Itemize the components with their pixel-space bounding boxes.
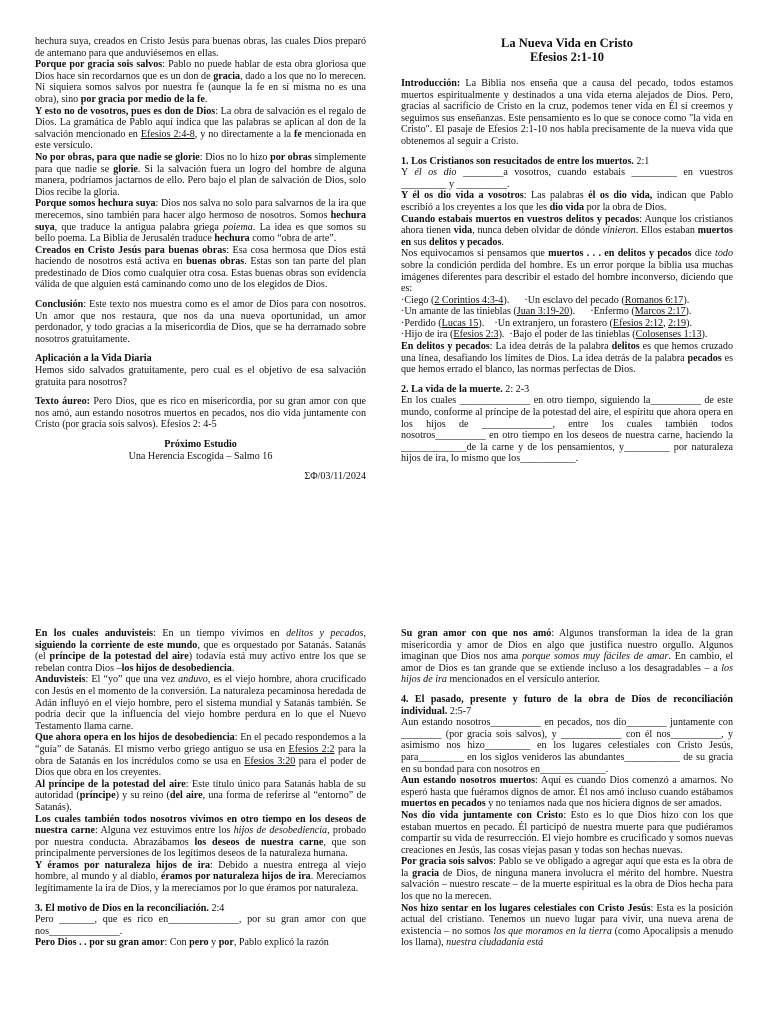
scripture-link[interactable]: Efesios 2:2: [288, 743, 335, 755]
fill-in-blank: En los cuales ______________ en otro tiempo, siguiendo la__________ de este mundo, conforme al príncipe de la potestad del aire, el espíritu que ahora opera en los hijos de ______________, entre los cuales también todos nosotros__________ en otro tiempo en los deseos de nuestra carne, haciendo la _____________de la carne y de los pensamientos, y_________ por naturaleza hijos de ira, lo mismo que los___________.: [401, 395, 733, 465]
paragraph: Y éramos por naturaleza hijos de ira: Debido a nuestra entrega al viejo hombre, al mundo y al diablo, éramos por naturaleza hijos de ira. Merecíamos legítimamente la ira de Dios, y la merecíamos por lo que éramos por naturaleza.: [35, 859, 366, 895]
fill-in-blank: Aun estando nosotros__________ en pecados, nos dio________ juntamente con ________ (por gracia sois salvos), y ____________ con él nos__________, y asimismo nos hizo_________ en los lugares celestiales con Cristo Jesús, para_________ en los siglos venideros las abundantes___________ de su gracia en su bondad para con nosotros en_____________.: [401, 717, 733, 775]
paragraph: Que ahora opera en los hijos de desobediencia: En el pecado respondemos a la “guía” de Satanás. El mismo verbo griego antiguo se usa en Efesios 2:2 para la obra de Satanás en los incrédulos como se usa en Efesios 3:20 para el poder de Dios que obra en los creyentes.: [35, 732, 366, 779]
scripture-link[interactable]: Romanos 6:17: [624, 294, 684, 306]
bottom-left-column: [35, 628, 366, 1024]
page-subtitle: Efesios 2:1-10: [530, 50, 604, 64]
scripture-link[interactable]: Lucas 15: [441, 317, 479, 329]
paragraph: Nos equivocamos si pensamos que muertos . . . en delitos y pecados dice todo sobre la condición perdida del hombre. Es un error porque la biblia usa muchas imágenes diferentes para describir el estado del hombre inconverso, diciendo que es:: [401, 248, 733, 295]
list-item: ·Hijo de ira (Efesios 2:3). ·Bajo el poder de las tinieblas (Colosenses 1:13).: [401, 329, 708, 341]
signature-date: ΣΦ/03/11/2024: [304, 471, 366, 483]
paragraph: Creados en Cristo Jesús para buenas obras: Esa cosa hermosa que Dios está haciendo de nosotros está activa en buenas obras. Estas son tan parte del plan predestinado de Dios como cualquier otra cosa. Estas buenas obras son evidencia válida de que alguien está caminando como uno de los elegidos de Dios.: [35, 244, 366, 291]
scripture-link[interactable]: Efesios 2:12: [612, 317, 664, 329]
next-study-title: Próximo Estudio: [164, 439, 237, 450]
condition-list: [401, 295, 733, 341]
scripture-link[interactable]: Juan 3:19-20: [516, 306, 570, 318]
list-item: ·Ciego (2 Corintios 4:3-4). ·Un esclavo del pecado (Romanos 6:17).: [401, 294, 690, 306]
paragraph: Porque somos hechura suya: Dios nos salva no solo para salvarnos de la ira que merecemos, sino también para hacer algo hermoso de nosotros. Somos hechura suya, que traduce la antigua palabra griega poiema. La idea es que somos su bello poema. La Biblia de Jerusalén traduce hechura como “obra de arte”.: [35, 198, 366, 245]
paragraph: Y él os dio vida a vosotros: Las palabras él os dio vida, indican que Pablo escribió a los creyentes a los que les dio vida por la obra de Dios.: [401, 190, 733, 213]
bottom-right-column: [401, 628, 733, 1024]
fill-in-blank: Pero _______, que es rico en______________, por su gran amor con que nos______________.: [35, 914, 366, 937]
scripture-link[interactable]: 2:19: [668, 317, 687, 329]
section-heading: 3. El motivo de Dios en la reconciliación. 2:4: [35, 902, 225, 914]
paragraph: Nos hizo sentar en los lugares celestiales con Cristo Jesús: Esta es la posición actual del cristiano. Tenemos un nuevo lugar para vivir, una nueva arena de existencia – no somos los que moramos en la tierra (como Apocalipsis a menudo los llama), nuestra ciudadanía está: [401, 902, 733, 949]
list-item: ·Perdido (Lucas 15). ·Un extranjero, un forastero (Efesios 2:12, 2:19).: [401, 317, 692, 329]
application-text: Hemos sido salvados gratuitamente, pero cual es el objetivo de esa salvación gratuita para nosotros?: [35, 365, 366, 388]
scripture-link[interactable]: Colosenses 1:13: [635, 329, 702, 341]
introduction: Introducción: La Biblia nos enseña que a causa del pecado, todos estamos muertos espiritualmente y destinados a una vida eterna alejados de Dios. Pero, gracias al sacrificio de Cristo en la cruz, podemos tener vida en Él si creemos y seguimos sus enseñanzas. Este pensamiento es lo que se conoce como "la vida en Cristo". El pasaje de Efesios 2:1-10 nos habla precisamente de la nueva vida que obtenemos al seguir a Cristo.: [401, 78, 733, 147]
paragraph: Pero Dios . . por su gran amor: Con pero y por, Pablo explicó la razón: [35, 937, 329, 949]
fill-in-blank: Y él os dio ________a vosotros, cuando estabais _________ en vuestros _________ y __________.: [401, 167, 733, 190]
paragraph: Al príncipe de la potestad del aire: Este título único para Satanás habla de su autoridad (príncipe) y su reino (del aire, una forma de referirse al “entorno” de Satanás).: [35, 778, 366, 813]
paragraph: Anduvisteis: El “yo” que una vez anduvo, es el viejo hombre, ahora crucificado con Jesús en el momento de la conversión. La naturaleza pecaminosa heredada de Adán influyó en el viejo hombre, pero el sistema mundial y Satanás también. Se podría decir que la influencia del viejo hombre perdura en lo que el Nuevo Testamento llama carne.: [35, 674, 366, 732]
paragraph: Y esto no de vosotros, pues es don de Dios: La obra de salvación es el regalo de Dios. La gramática de Pablo aquí indica que las palabras se aplican al don de la salvación mencionado en Efesios 2:4-8, y no directamente a la fe mencionada en este versículo.: [35, 105, 366, 152]
golden-text: Texto áureo: Pero Dios, que es rico en misericordia, por su gran amor con que nos amó, aun estando nosotros muertos en pecados, nos dio vida juntamente con Cristo (por gracia sois salvos). Efesios 2: 4-5: [35, 396, 366, 431]
list-item: ·Un amante de las tinieblas (Juan 3:19-20). ·Enfermo (Marcos 2:17).: [401, 306, 692, 318]
application-title: Aplicación a la Vida Diaria: [35, 353, 152, 365]
paragraph: No por obras, para que nadie se glorie: Dios no lo hizo por obras simplemente para que nadie se glorie. Si la salvación fuera un logro del hombre de alguna manera, podríamos jactarnos de ello. Pero bajo el plan de salvación de Dios, solo Dios recibe la gloria.: [35, 151, 366, 198]
top-right-column: [401, 36, 733, 551]
scripture-link[interactable]: Efesios 2:4-8: [140, 128, 195, 140]
paragraph: Su gran amor con que nos amó: Algunos transforman la idea de la gran misericordia y amor de Dios en algo que justifica nuestro orgullo. Algunos imaginan que Dios nos ama porque somos muy fáciles de amar. En cambio, el amor de Dios es tan grande que se extiende incluso a los desagradables – a los hijos de ira mencionados en el versículo anterior.: [401, 628, 733, 686]
section-heading: 1. Los Cristianos son resucitados de entre los muertos. 2:1: [401, 155, 650, 167]
scripture-link[interactable]: Marcos 2:17: [634, 306, 686, 318]
scripture-link[interactable]: Efesios 3:20: [244, 755, 296, 767]
paragraph: Por gracia sois salvos: Pablo se ve obligado a agregar aquí que esta es la obra de la gracia de Dios, de ninguna manera involucra el mérito del hombre. Nuestra salvación – nuestro rescate – de la muerte espiritual es la obra de Dios hecha para los que no la merecen.: [401, 856, 733, 903]
page-title: La Nueva Vida en Cristo: [501, 36, 633, 50]
scripture-link[interactable]: 2 Corintios 4:3-4: [434, 294, 504, 306]
paragraph: Nos dio vida juntamente con Cristo: Esto es lo que Dios hizo con los que estaban muertos en pecado. Él participó de nuestra muerte para que pudiéramos compartir su vida de resurrección. El viejo hombre es crucificado y somos nuevas creaciones en Jesús, las cosas viejas pasan y todas son hechas nuevas.: [401, 809, 733, 856]
paragraph: hechura suya, creados en Cristo Jesús para buenas obras, las cuales Dios preparó de antemano para que anduviésemos en ellas.: [35, 36, 366, 59]
scripture-link[interactable]: Efesios 2:3: [453, 329, 499, 341]
section-heading: 4. El pasado, presente y futuro de la obra de Dios de reconciliación individual. 2:5-7: [401, 693, 733, 717]
next-study-text: Una Herencia Escogida – Salmo 16: [128, 450, 273, 462]
paragraph: Aun estando nosotros muertos: Aquí es cuando Dios comenzó a amarnos. No esperó hasta que fuéramos dignos de amor. Él nos amó incluso cuando estábamos muertos en pecados y no teníamos nada que nos hiciera dignos de ser amados.: [401, 775, 733, 810]
conclusion: Conclusión: Este texto nos muestra como es el amor de Dios para con nosotros. Un amor que nos restaura, que nos da una nueva oportunidad, un amor perdonador, y todo gracias a la misericordia de Dios, que se ha derramado sobre nosotros gratuitamente.: [35, 299, 366, 345]
paragraph: Los cuales también todos nosotros vivimos en otro tiempo en los deseos de nuestra carne: Alguna vez estuvimos entre los hijos de desobediencia, probado por nuestra conducta. Abrazábamos los deseos de nuestra carne, que son principalmente perversiones de los legítimos deseos de la naturaleza humana.: [35, 813, 366, 860]
paragraph: Porque por gracia sois salvos: Pablo no puede hablar de esta obra gloriosa que Dios hace sin recordarnos que es un don de gracia, dado a los que no lo merecen. Ni siquiera somos salvos por nuestra fe (aunque la fe en sí misma no es una obra), sino por gracia por medio de la fe.: [35, 59, 366, 105]
paragraph: En los cuales anduvisteis: En un tiempo vivimos en delitos y pecados, siguiendo la corriente de este mundo, que es orquestado por Satanás. Satanás (el príncipe de la potestad del aire) todavía está muy activo entre los que se rebelan contra Dios –los hijos de desobediencia.: [35, 628, 366, 674]
top-left-column: [35, 36, 366, 566]
paragraph: En delitos y pecados: La idea detrás de la palabra delitos es que hemos cruzado una línea, desafiando los límites de Dios. La idea detrás de la palabra pecados es que hemos errado el blanco, las normas perfectas de Dios.: [401, 341, 733, 376]
paragraph: Cuando estabais muertos en vuestros delitos y pecados: Aunque los cristianos ahora tienen vida, nunca deben olvidar de dónde vinieron. Ellos estaban muertos en sus delitos y pecados.: [401, 213, 733, 248]
section-heading: 2. La vida de la muerte. 2: 2-3: [401, 383, 530, 395]
